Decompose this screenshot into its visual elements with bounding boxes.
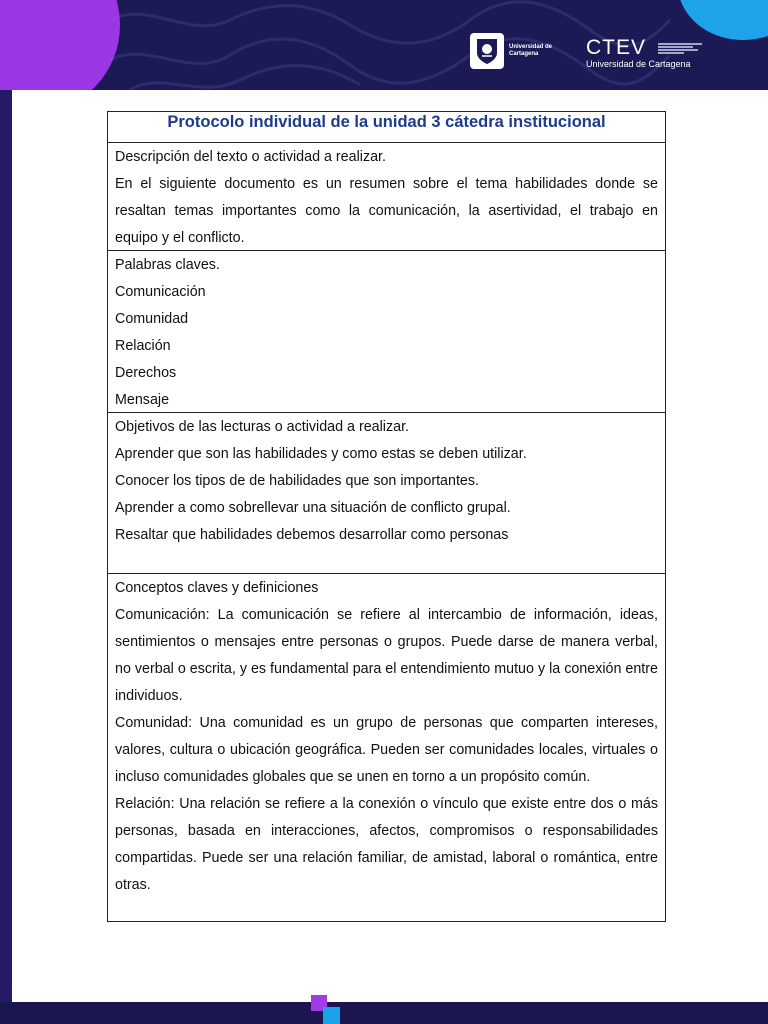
objective-item: Resaltar que habilidades debemos desarrollar como personas [115,527,509,543]
description-label: Descripción del texto o actividad a realizar. [115,149,386,165]
objectives-section [108,412,665,573]
ctev-tagline-decoration [658,42,702,56]
blue-blob-decoration [678,0,768,40]
concept-relation: Relación: Una relación se refiere a la conexión o vínculo que existe entre dos o más personas, basada en interacciones, afectos, compromisos o responsabilidades compartidas. Puede ser una relación familiar, de amistad, laboral o romántica, entre otras. [115,796,658,893]
document-title: Protocolo individual de la unidad 3 cátedra institucional [167,113,606,131]
protocol-table [107,111,666,922]
keywords-section [108,250,665,412]
university-crest-icon [470,33,504,69]
ctev-mark: CTEV [586,36,647,59]
concept-community: Comunidad: Una comunidad es un grupo de personas que comparten intereses, valores, cultura o ubicación geográfica. Pueden ser comunidades locales, virtuales o incluso comunidades globales que se unen en torno a un propósito común. [115,715,658,785]
header-band [0,0,768,90]
keyword-item: Comunidad [115,311,189,327]
footer-band [0,1002,768,1024]
blue-square-decoration [323,1007,340,1024]
concepts-section [108,573,665,921]
objective-item: Aprender que son las habilidades y como estas se deben utilizar. [115,446,527,462]
objective-item: Conocer los tipos de de habilidades que son importantes. [115,473,480,489]
keyword-item: Derechos [115,365,177,381]
left-frame-strip [0,90,12,1024]
objectives-label: Objetivos de las lecturas o actividad a realizar. [115,419,410,435]
objective-item: Aprender a como sobrellevar una situación de conflicto grupal. [115,500,511,516]
university-name: Universidad de Cartagena [509,44,553,57]
keyword-item: Relación [115,338,171,354]
university-logo [470,33,553,69]
purple-blob-decoration [0,0,120,90]
table-title-row [108,112,665,142]
description-text: En el siguiente documento es un resumen sobre el tema habilidades donde se resaltan temas importantes como la comunicación, la asertividad, el trabajo en equipo y el conflicto. [115,176,658,246]
ctev-subtitle: Universidad de Cartagena [586,59,691,69]
keyword-item: Comunicación [115,284,206,300]
concept-communication: Comunicación: La comunicación se refiere al intercambio de información, ideas, sentimientos o mensajes entre personas o grupos. Puede darse de manera verbal, no verbal o escrita, y es fundamental para el entendimiento mutuo y la conexión entre individuos. [115,607,658,704]
keyword-item: Mensaje [115,392,170,408]
concepts-label: Conceptos claves y definiciones [115,580,319,596]
description-section [108,142,665,250]
ctev-logo [586,38,691,69]
keywords-label: Palabras claves. [115,257,220,273]
